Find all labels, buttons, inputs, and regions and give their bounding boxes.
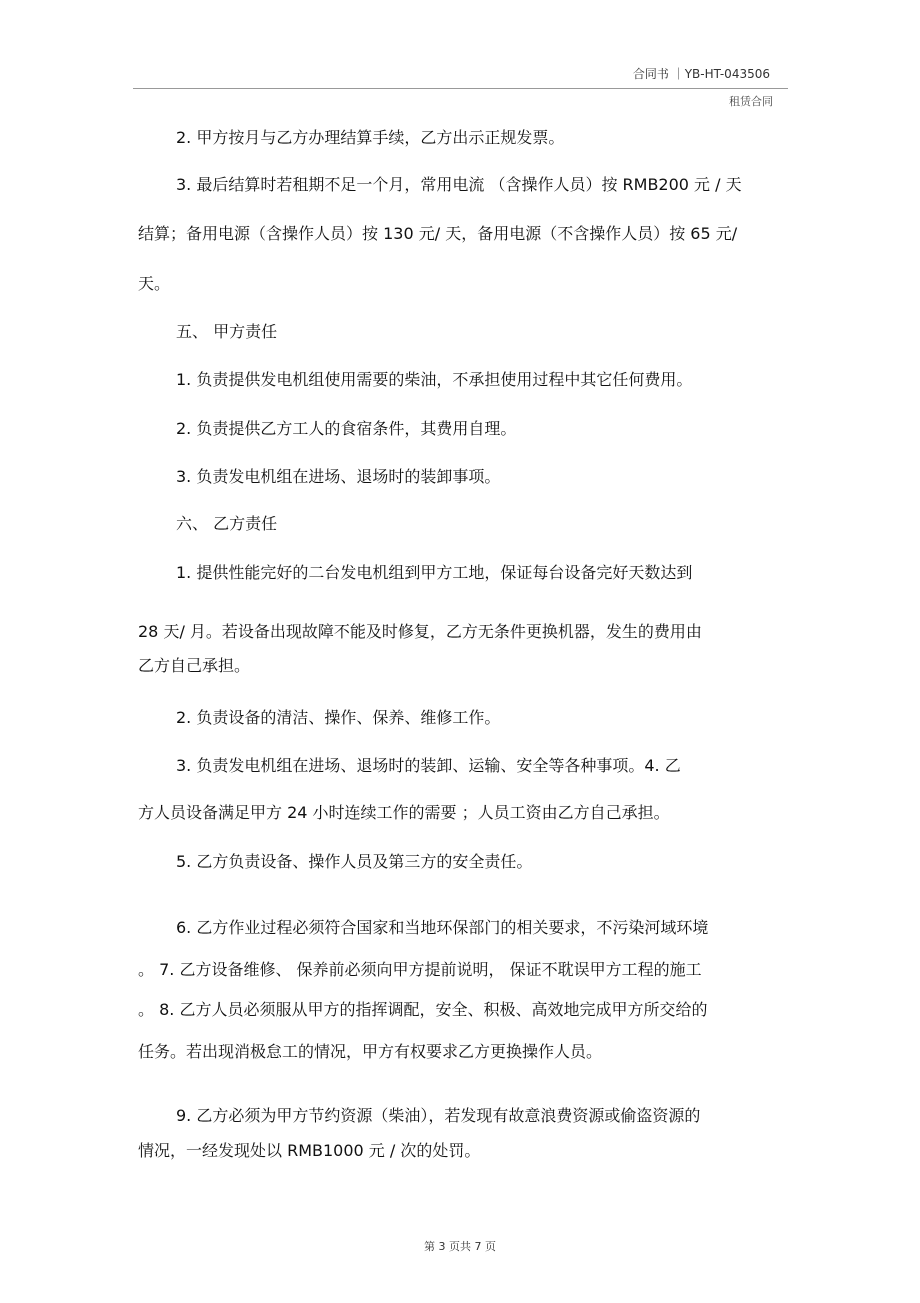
page-number: 第 3 页共 7 页 xyxy=(424,1240,496,1253)
text-line: 方人员设备满足甲方 24 小时连续工作的需要 ；人员工资由乙方自己承担。 xyxy=(138,803,670,822)
text-line: 3. 负责发电机组在进场、退场时的装卸、运输、安全等各种事项。4. 乙 xyxy=(176,756,681,775)
text-line: 。 8. 乙方人员必须服从甲方的指挥调配，安全、积极、高效地完成甲方所交给的 xyxy=(138,1000,708,1019)
text-line: 2. 负责设备的清洁、操作、保养、维修工作。 xyxy=(176,708,501,727)
text-line: 28 天/ 月。若设备出现故障不能及时修复，乙方无条件更换机器，发生的费用由 xyxy=(138,622,702,641)
text-line: 天。 xyxy=(138,274,171,293)
text-line: 6. 乙方作业过程必须符合国家和当地环保部门的相关要求，不污染河域环境 xyxy=(176,918,709,937)
text-line: 5. 乙方负责设备、操作人员及第三方的安全责任。 xyxy=(176,852,533,871)
document-subtitle: 租赁合同 xyxy=(729,95,773,108)
text-line: 。 7. 乙方设备维修、 保养前必须向甲方提前说明， 保证不耽误甲方工程的施工 xyxy=(138,960,702,979)
text-line: 9. 乙方必须为甲方节约资源（柴油），若发现有故意浪费资源或偷盗资源的 xyxy=(176,1106,701,1125)
section-heading: 六、 乙方责任 xyxy=(176,514,278,533)
text-line: 结算；备用电源（含操作人员）按 130 元/ 天，备用电源（不含操作人员）按 65 元/ xyxy=(138,224,738,243)
text-line: 2. 甲方按月与乙方办理结算手续，乙方出示正规发票。 xyxy=(176,128,565,147)
text-line: 1. 提供性能完好的二台发电机组到甲方工地，保证每台设备完好天数达到 xyxy=(176,563,693,582)
section-heading: 五、 甲方责任 xyxy=(176,322,278,341)
text-line: 情况，一经发现处以 RMB1000 元 / 次的处罚。 xyxy=(138,1141,481,1160)
text-line: 乙方自己承担。 xyxy=(138,656,251,675)
document-code: 合同书 ｜YB-HT-043506 xyxy=(632,67,770,81)
text-line: 2. 负责提供乙方工人的食宿条件，其费用自理。 xyxy=(176,419,517,438)
text-line: 任务。若出现消极怠工的情况，甲方有权要求乙方更换操作人员。 xyxy=(138,1042,603,1061)
text-line: 3. 最后结算时若租期不足一个月，常用电流 （含操作人员）按 RMB200 元 / 天 xyxy=(176,175,742,194)
text-line: 1. 负责提供发电机组使用需要的柴油，不承担使用过程中其它任何费用。 xyxy=(176,370,693,389)
text-line: 3. 负责发电机组在进场、退场时的装卸事项。 xyxy=(176,467,501,486)
header-divider xyxy=(133,88,788,89)
